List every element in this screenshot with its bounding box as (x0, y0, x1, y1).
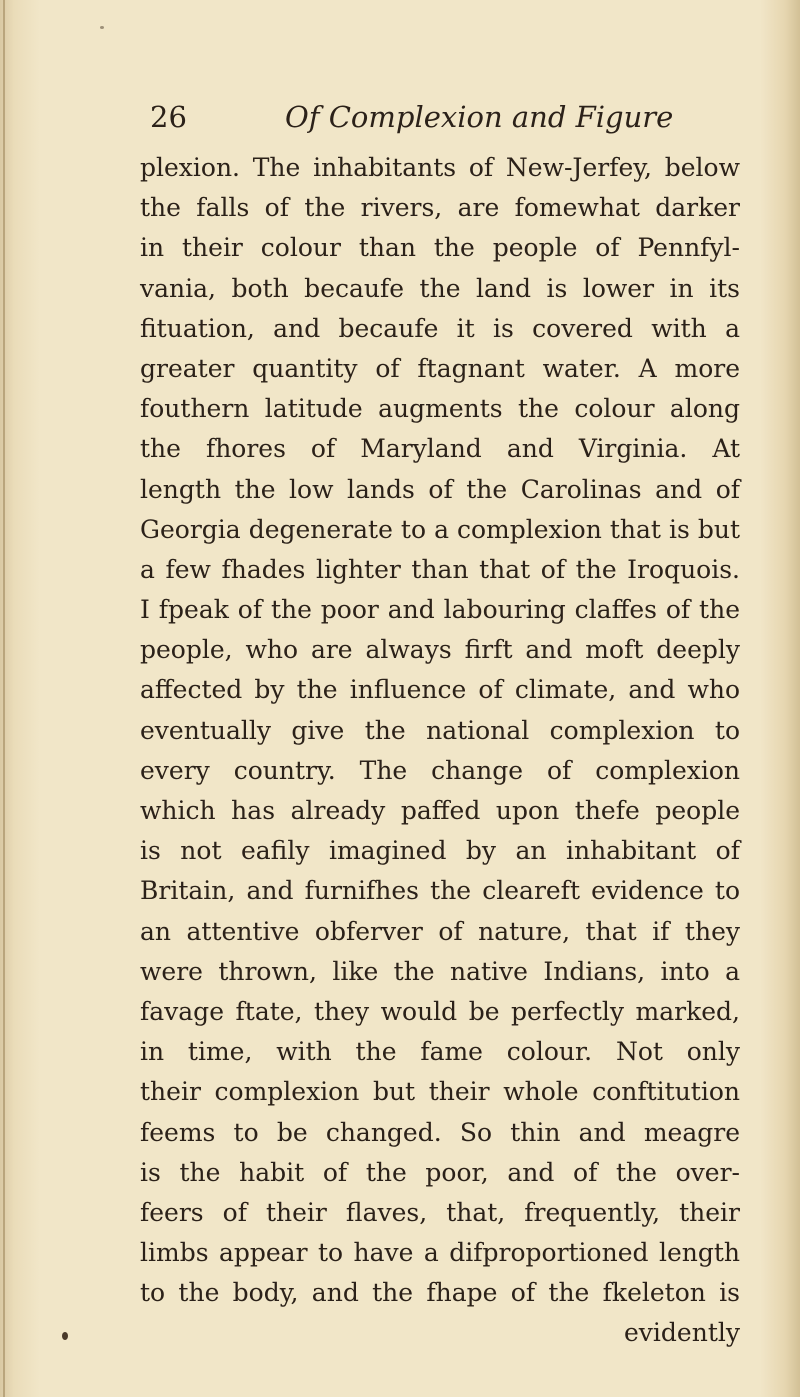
text-line: length the low lands of the Carolinas and of (140, 474, 740, 504)
text-line: fituation, and becaufe it is covered with a (140, 313, 740, 343)
text-line: I fpeak of the poor and labouring claffes of the (140, 595, 740, 625)
text-line: the falls of the rivers, are fomewhat darker (140, 193, 740, 223)
text-line: is the habit of the poor, and of the over- (140, 1157, 740, 1187)
ink-speck (62, 1332, 68, 1340)
ink-speck (100, 26, 104, 29)
body-text (140, 148, 740, 1354)
text-line: to the body, and the fhape of the fkeleton is (140, 1278, 740, 1308)
text-line: Britain, and furnifhes the cleareft evidence to (140, 876, 740, 906)
page-number: 26 (150, 100, 187, 134)
text-line: is not eafily imagined by an inhabitant of (140, 836, 740, 866)
text-line: in their colour than the people of Pennfyl- (140, 233, 740, 263)
text-line: limbs appear to have a difproportioned length (140, 1238, 740, 1268)
text-line: every country. The change of complexion (140, 755, 740, 785)
text-line: the fhores of Maryland and Virginia. At (140, 434, 740, 464)
running-title: Of Complexion and Figure (285, 100, 674, 134)
text-line: Georgia degenerate to a complexion that is but (140, 514, 740, 544)
text-line: an attentive obferver of nature, that if they (140, 916, 740, 946)
text-line: in time, with the fame colour. Not only (140, 1037, 740, 1067)
text-line: favage ftate, they would be perfectly marked, (140, 996, 740, 1026)
text-line: vania, both becaufe the land is lower in its (140, 273, 740, 303)
text-line: greater quantity of ftagnant water. A more (140, 353, 740, 383)
text-line: which has already paffed upon thefe people (140, 796, 740, 825)
text-line: people, who are always firft and moft deeply (140, 635, 740, 665)
catchword: evidently (624, 1318, 740, 1348)
page-gutter (3, 0, 5, 1397)
text-line: feems to be changed. So thin and meagre (140, 1117, 740, 1147)
text-line: eventually give the national complexion to (140, 715, 740, 745)
text-line: were thrown, like the native Indians, into a (140, 956, 740, 986)
page-header (150, 100, 750, 140)
text-line: feers of their flaves, that, frequently, their (140, 1197, 740, 1227)
text-line: plexion. The inhabitants of New-Jerfey, below (140, 153, 740, 182)
text-line: their complexion but their whole conftitution (140, 1077, 740, 1107)
text-line: a few fhades lighter than that of the Iroquois. (140, 554, 740, 584)
text-line: affected by the influence of climate, and who (140, 675, 740, 705)
text-line: fouthern latitude augments the colour along (140, 394, 740, 424)
